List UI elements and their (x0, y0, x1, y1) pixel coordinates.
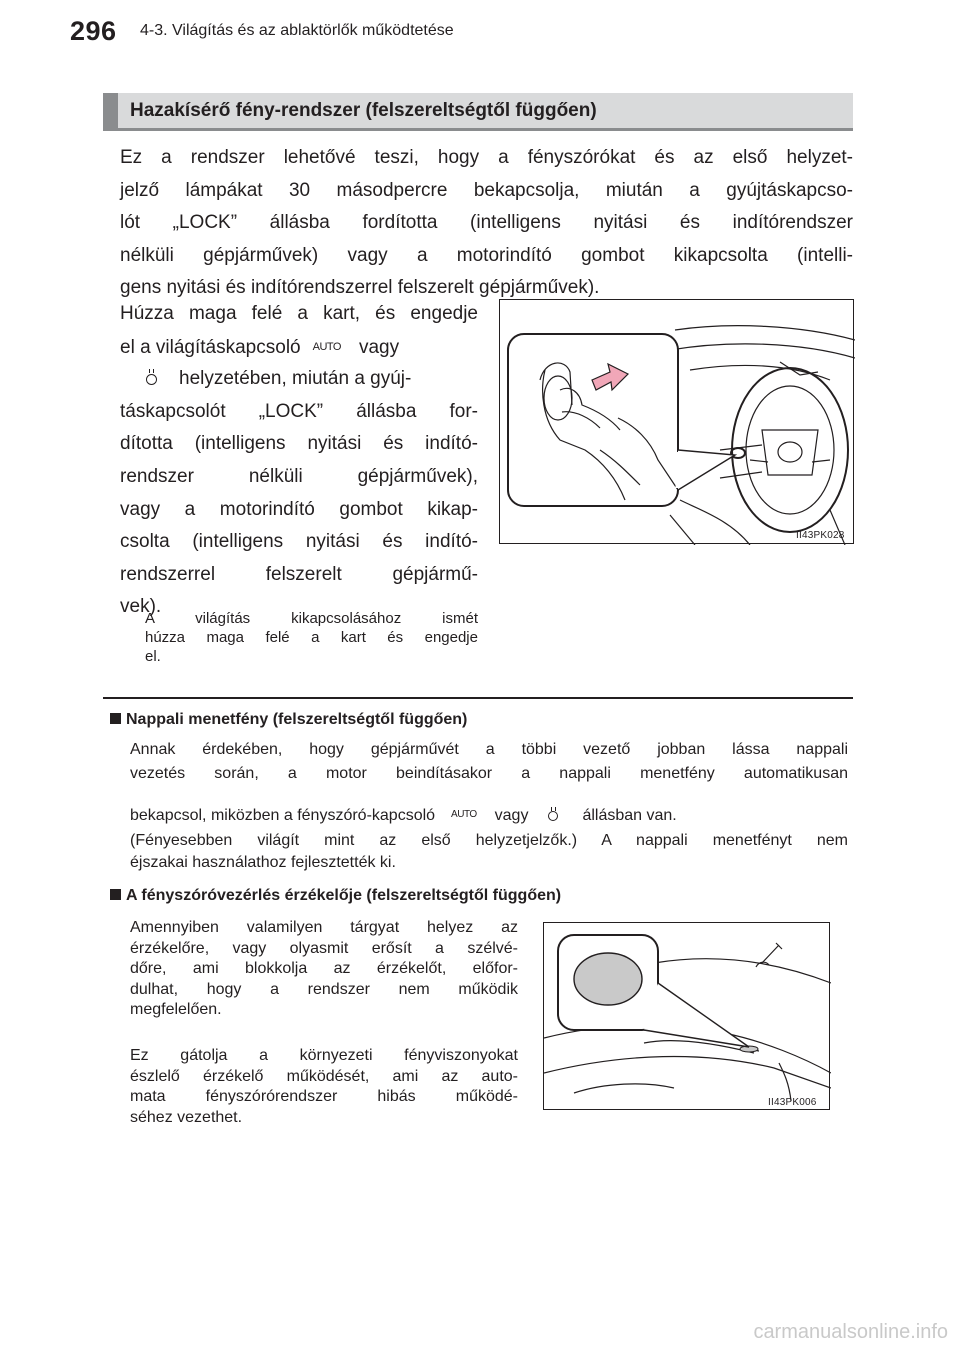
paragraph-line: Annak érdekében, hogy gépjárművét a többi vezető jobban lássa nappali (130, 741, 848, 758)
section-divider (103, 697, 853, 699)
figure-id: II43PK006 (768, 1097, 817, 1108)
watermark: carmanualsonline.info (753, 1321, 948, 1343)
instruction-line: táskapcsolót „LOCK” állásba for- (120, 400, 478, 422)
instruction-text: helyzetében, miután a gyúj- (179, 368, 412, 390)
sensor-illustration (543, 922, 830, 1110)
intro-line: nélküli gépjárművek) vagy a motorindító gombot kikapcsolta (intelli- (120, 244, 853, 266)
intro-line: Ez a rendszer lehetővé teszi, hogy a fényszórókat és az első helyzet- (120, 147, 853, 168)
instruction-line: rendszerrel felszerelt gépjármű- (120, 563, 478, 585)
headlight-position-icon (146, 374, 157, 385)
intro-line: lót „LOCK” állásba fordította (intelligens nyitási és indítórendszer (120, 212, 853, 233)
instruction-line: Húzza maga felé a kart, és engedje (120, 303, 478, 324)
intro-paragraph (120, 142, 853, 305)
intro-line: jelző lámpákat 30 másodpercre bekapcsolja, miután a gyújtáskapcso- (120, 179, 853, 201)
lever-drawing (500, 300, 855, 545)
paragraph-line (130, 802, 848, 828)
daytime-running-light-paragraph (130, 740, 848, 874)
paragraph-line: vezetés során, a motor beindításakor a nappali menetfény automatikusan (130, 765, 848, 782)
section-title: Hazakísérő fény-rendszer (felszereltségtől függően) (130, 100, 597, 121)
paragraph-text: bekapcsol, miközben a fényszóró-kapcsoló (130, 807, 436, 824)
instruction-line: vek). (120, 596, 162, 618)
paragraph-line: mata fényszórórendszer hibás működé- (130, 1088, 518, 1106)
paragraph-line: észlelő érzékelő működését, ami az auto- (130, 1067, 518, 1085)
instruction-paragraph (120, 298, 478, 624)
paragraph-line: Ez gátolja a környezeti fényviszonyokat (130, 1047, 518, 1064)
paragraph-line: éjszakai használathoz fejlesztették ki. (130, 854, 396, 871)
heading-text: Nappali menetfény (felszereltségtől függően) (126, 711, 468, 728)
section-title-bar (103, 93, 853, 131)
instruction-text: el a világításkapcsoló (120, 336, 301, 358)
instruction-line: csolta (intelligens nyitási és indító- (120, 531, 478, 553)
intro-line: gens nyitási és indítórendszerrel felszerelt gépjárművek). (120, 277, 600, 298)
figure-id: II43PK028 (796, 530, 845, 541)
note-line: el. (145, 648, 161, 665)
paragraph-line: érzékelőre, vagy olyasmit erősít a szélvé- (130, 939, 518, 957)
daytime-running-light-heading (110, 711, 467, 729)
instruction-line: vagy a motorindító gombot kikap- (120, 498, 478, 520)
auto-position-icon: AUTO (312, 340, 341, 353)
headlight-position-icon (548, 811, 558, 821)
chapter-title: 4-3. Világítás és az ablaktörlők működtetése (140, 22, 454, 39)
light-sensor-paragraph-2 (130, 1046, 518, 1128)
light-sensor-heading (110, 887, 561, 905)
paragraph-line: (Fényesebben világít mint az első helyzetjelzők.) A nappali menetfényt nem (130, 832, 848, 849)
paragraph-line: Amennyiben valamilyen tárgyat helyez az (130, 919, 518, 936)
page-number: 296 (70, 16, 117, 46)
note-line: A világítás kikapcsolásához ismét (145, 610, 478, 627)
paragraph-line: megfelelően. (130, 1001, 222, 1019)
instruction-text: vagy (358, 336, 400, 358)
heading-text: A fényszóróvezérlés érzékelője (felszereltségtől függően) (126, 887, 562, 904)
heading-bullet (110, 713, 121, 724)
auto-position-icon: AUTO (451, 809, 477, 820)
lever-illustration (499, 299, 854, 544)
heading-bullet (110, 889, 121, 900)
paragraph-line: dőre, ami blokkolja az érzékelőt, előfor- (130, 960, 518, 978)
paragraph-text: állásban van. (582, 807, 677, 824)
light-sensor-paragraph-1 (130, 918, 518, 1021)
instruction-line (120, 363, 478, 396)
paragraph-text: vagy (494, 807, 529, 824)
instruction-line: rendszer nélküli gépjárművek), (120, 465, 478, 487)
paragraph-line: dulhat, hogy a rendszer nem működik (130, 980, 518, 998)
note-line: húzza maga felé a kart és engedje (145, 629, 478, 646)
instruction-line (120, 331, 478, 364)
paragraph-line: séhez vezethet. (130, 1108, 243, 1126)
sensor-drawing (544, 923, 831, 1111)
off-note (145, 609, 478, 666)
instruction-line: dította (intelligens nyitási és indító- (120, 433, 478, 455)
